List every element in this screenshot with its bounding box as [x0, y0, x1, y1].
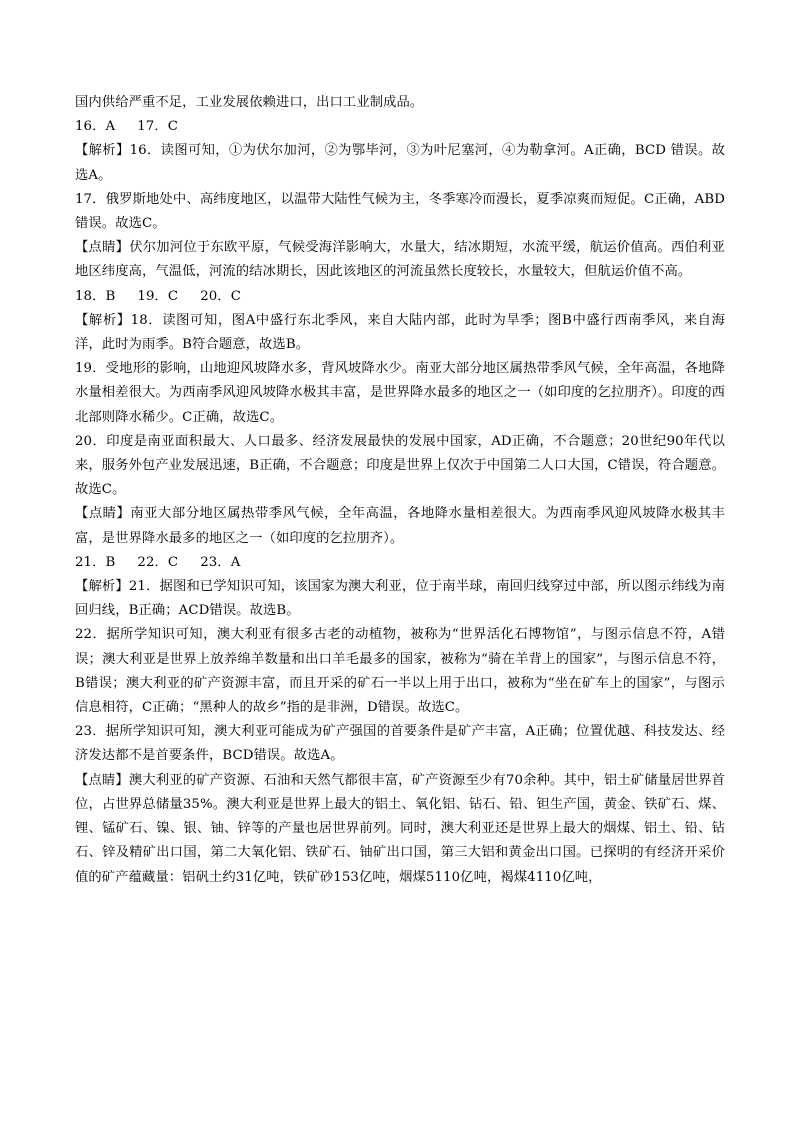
key-point-18-20	[75, 502, 725, 550]
answer-22: 22．C	[137, 554, 179, 570]
analysis-17: 17．俄罗斯地处中、高纬度地区，以温带大陆性气候为主，冬季寒冷而漫长，夏季凉爽而短促。C正确，ABD 错误。故选C。	[75, 191, 725, 232]
key-point-tag: 【点睛】	[75, 772, 129, 788]
answer-23: 23．A	[200, 554, 241, 570]
analysis-text: 21．据图和已学知识可知，该国家为澳大利亚，位于南半球，南回归线穿过中部，所以图示纬线为南回归线，B正确；ACD错误。故选B。	[75, 579, 726, 619]
analysis-22: 22．据所学知识可知，澳大利亚有很多古老的动植物，被称为“世界活化石博物馆”，与图示信息不符，A错误；澳大利亚是世界上放养绵羊数量和出口羊毛最多的国家，被称为“骑在羊背上的国家”，与图示信息不符，B错误；澳大利亚的矿产资源丰富，而且开采的矿石一半以上用于出口，被称为“坐在矿车上的国家”，与图示信息相符，C正确；“黑种人的故乡”指的是非洲，D错误。故选C。	[75, 627, 725, 716]
answer-18: 18．B	[75, 288, 116, 304]
answer-16: 16．A	[75, 119, 116, 135]
analysis-text: 16．读图可知，①为伏尔加河，②为鄂毕河，③为叶尼塞河，④为勒拿河。A正确，BCD 错误。故选A。	[75, 143, 725, 183]
key-point-21-23	[75, 769, 725, 890]
analysis-21	[75, 575, 725, 623]
answer-line-21-23	[75, 551, 725, 575]
answer-19: 19．C	[137, 288, 179, 304]
analysis-text: 18．读图可知，图A中盛行东北季风，来自大陆内部，此时为旱季；图B中盛行西南季风，来自海洋，此时为雨季。B符合题意，故选B。	[75, 312, 725, 353]
analysis-tag: 【解析】	[75, 312, 131, 328]
answer-explanation-body	[75, 91, 725, 890]
analysis-23: 23．据所学知识可知，澳大利亚可能成为矿产强国的首要条件是矿产丰富，A正确；位置优越、科技发达、经济发达都不是首要条件，BCD错误。故选A。	[75, 724, 725, 764]
paragraph-continuation: 国内供给严重不足，工业发展依赖进口，出口工业制成品。	[75, 95, 424, 110]
analysis-18	[75, 309, 725, 357]
answer-line-16-17	[75, 115, 725, 139]
analysis-20: 20．印度是南亚面积最大、人口最多、经济发展最快的发展中国家，AD正确，不合题意；20世纪90年代以来，服务外包产业发展迅速，B正确，不合题意；印度是世界上仅次于中国第二人口大国，C错误，符合题意。故选C。	[75, 433, 725, 498]
key-point-16-17	[75, 236, 725, 284]
key-point-tag: 【点睛】	[75, 240, 130, 256]
analysis-16	[75, 139, 725, 187]
answer-21: 21．B	[75, 554, 116, 570]
answer-17: 17．C	[137, 119, 179, 135]
answer-line-18-20	[75, 285, 725, 309]
key-point-text: 伏尔加河位于东欧平原，气候受海洋影响大，水量大，结冰期短，水流平缓，航运价值高。西伯利亚地区纬度高，气温低，河流的结冰期长，因此该地区的河流虽然长度较长，水量较大，但航运价值不高。	[75, 240, 725, 280]
analysis-19: 19．受地形的影响，山地迎风坡降水多，背风坡降水少。南亚大部分地区属热带季风气候，全年高温，各地降水量相差很大。为西南季风迎风坡降水极其丰富，是世界降水最多的地区之一（如印度的乞拉朋齐）。印度的西北部则降水稀少。C正确，故选C。	[75, 361, 725, 425]
analysis-tag: 【解析】	[75, 579, 129, 595]
answer-20: 20．C	[200, 288, 241, 304]
key-point-text: 澳大利亚的矿产资源、石油和天然气都很丰富，矿产资源至少有70余种。其中，铝土矿储量居世界首位，占世界总储量35%。澳大利亚是世界上最大的铝土、氧化铝、钻石、铅、钽生产国，黄金、铁矿石、煤、锂、锰矿石、镍、银、铀、锌等的产量也居世界前列。同时，澳大利亚还是世界上最大的烟煤、铝土、铅、钻石、锌及精矿出口国，第二大氧化铝、铁矿石、铀矿出口国，第三大铝和黄金出口国。已探明的有经济开采价值的矿产蕴藏量：铝矾土约31亿吨，铁矿砂153亿吨，烟煤5110亿吨，褐煤4110亿吨，	[75, 772, 726, 885]
key-point-text: 南亚大部分地区属热带季风气候，全年高温，各地降水量相差很大。为西南季风迎风坡降水极其丰富，是世界降水最多的地区之一（如印度的乞拉朋齐）。	[75, 506, 725, 546]
key-point-tag: 【点睛】	[75, 506, 131, 522]
analysis-tag: 【解析】	[75, 143, 130, 159]
